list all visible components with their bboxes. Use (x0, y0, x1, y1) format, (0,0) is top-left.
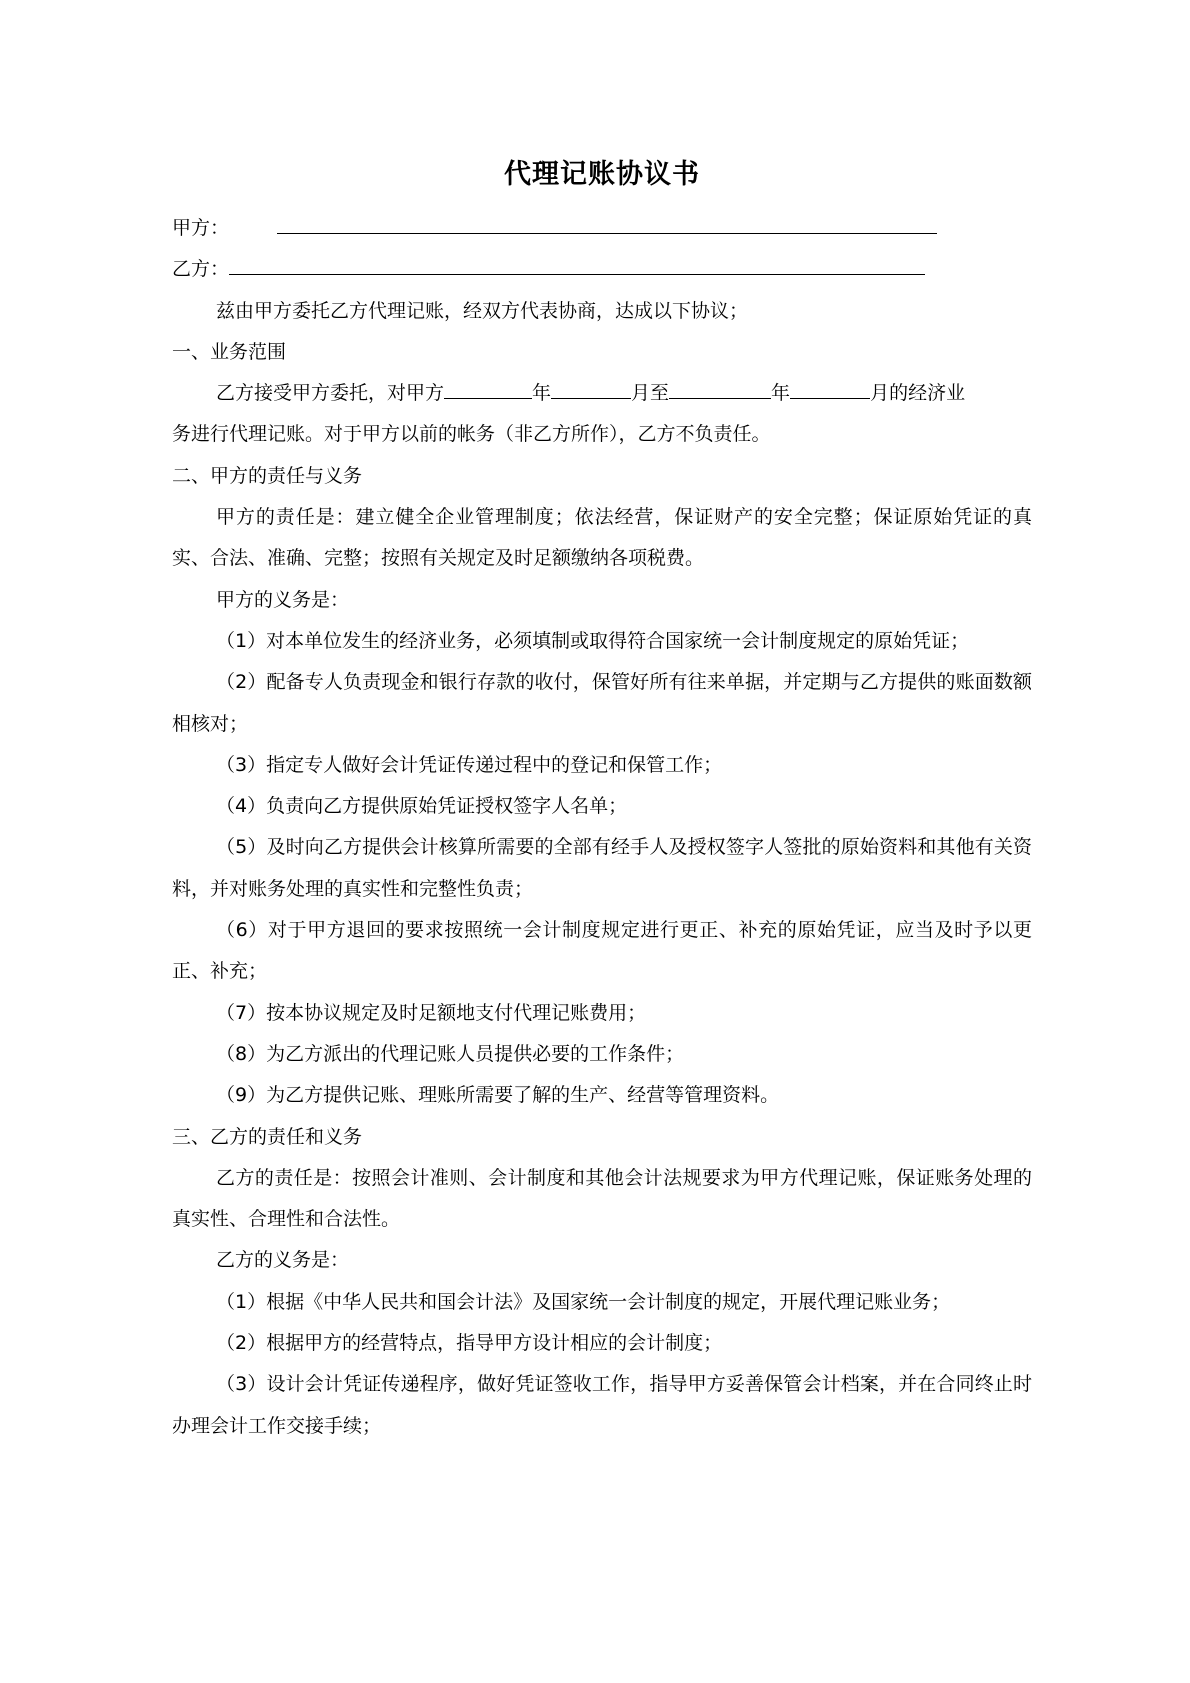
intro-paragraph: 兹由甲方委托乙方代理记账，经双方代表协商，达成以下协议； (216, 299, 749, 322)
party-a-line (172, 208, 1032, 249)
end-year-label: 年 (771, 382, 791, 405)
section1-paragraph-line2: 务进行代理记账。对于甲方以前的帐务（非乙方所作），乙方不负责任。 (172, 423, 771, 446)
section2-heading: 二、甲方的责任与义务 (172, 464, 363, 487)
party-b-obligation-item-2: （2）根据甲方的经营特点，指导甲方设计相应的会计制度； (216, 1332, 723, 1355)
party-a-obligation-item-6: （6）对于甲方退回的要求按照统一会计制度规定进行更正、补充的原始凭证，应当及时予以更正、补充； (172, 919, 1032, 983)
party-a-obligation-item-1: （1）对本单位发生的经济业务，必须填制或取得符合国家统一会计制度规定的原始凭证； (216, 629, 970, 652)
party-a-obligation-item-7: （7）按本协议规定及时足额地支付代理记账费用； (216, 1001, 647, 1024)
end-month-blank (790, 376, 870, 399)
party-a-obligation-item-5: （5）及时向乙方提供会计核算所需要的全部有经手人及授权签字人签批的原始资料和其他有关资料，并对账务处理的真实性和完整性负责； (172, 836, 1032, 900)
section1-paragraph-line1 (172, 373, 1032, 414)
start-year-label: 年 (532, 382, 552, 405)
end-year-blank (669, 376, 771, 399)
party-a-label: 甲方： (172, 217, 230, 239)
end-month-label: 月的经济业 (870, 382, 966, 405)
party-b-blank (229, 252, 925, 275)
party-b-obligation-intro: 乙方的义务是： (216, 1249, 350, 1272)
section3-heading: 三、乙方的责任和义务 (172, 1125, 363, 1148)
party-b-label: 乙方： (172, 258, 230, 281)
document-page (172, 150, 1032, 1447)
party-a-blank (277, 211, 937, 234)
party-a-obligation-item-3: （3）指定专人做好会计凭证传递过程中的登记和保管工作； (216, 753, 723, 776)
section1-heading: 一、业务范围 (172, 340, 287, 363)
party-b-obligation-item-3: （3）设计会计凭证传递程序，做好凭证签收工作，指导甲方妥善保管会计档案，并在合同终止时办理会计工作交接手续； (172, 1373, 1032, 1437)
party-b-obligation-list (172, 1282, 1032, 1447)
section1-text-start: 乙方接受甲方委托，对甲方 (216, 382, 445, 405)
party-a-obligation-list (172, 621, 1032, 1117)
start-month-label: 月至 (631, 382, 670, 405)
party-a-responsibility: 甲方的责任是：建立健全企业管理制度；依法经营，保证财产的安全完整；保证原始凭证的真实、合法、准确、完整；按照有关规定及时足额缴纳各项税费。 (172, 506, 1032, 570)
party-a-obligation-item-9: （9）为乙方提供记账、理账所需要了解的生产、经营等管理资料。 (216, 1084, 780, 1107)
party-b-responsibility: 乙方的责任是：按照会计准则、会计制度和其他会计法规要求为甲方代理记账，保证账务处理的真实性、合理性和合法性。 (172, 1166, 1032, 1231)
party-b-line (172, 249, 1032, 290)
party-a-obligation-intro: 甲方的义务是： (216, 588, 350, 611)
party-a-obligation-item-4: （4）负责向乙方提供原始凭证授权签字人名单； (216, 795, 628, 818)
start-month-blank (551, 376, 631, 399)
party-a-obligation-item-8: （8）为乙方派出的代理记账人员提供必要的工作条件； (216, 1042, 685, 1065)
party-a-obligation-item-2: （2）配备专人负责现金和银行存款的收付，保管好所有往来单据，并定期与乙方提供的账面数额相核对； (172, 671, 1032, 735)
start-year-blank (444, 376, 532, 399)
party-b-obligation-item-1: （1）根据《中华人民共和国会计法》及国家统一会计制度的规定，开展代理记账业务； (216, 1290, 951, 1313)
document-title: 代理记账协议书 (504, 159, 700, 190)
